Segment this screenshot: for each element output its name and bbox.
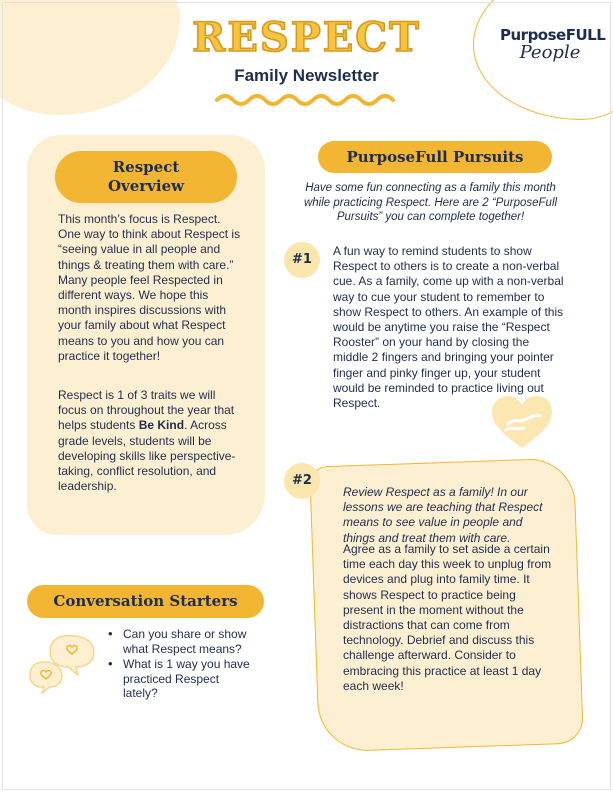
pursuits-intro: Have some fun connecting as a family this month while practicing Respect. Here are 2 “PurposeFull Pursuits” you can complete together! [303,182,558,223]
pursuit-2-text: Agree as a family to set aside a certain time each day this week to unplug from devices and plug into family time. It shows Respect to practice being present in the moment without the distractions that can come from technology. Debrief and discuss this challenge afterward. Consider to embracing this practice at least 1 day each week! [343,542,552,693]
wavy-divider-icon [215,92,399,108]
chat-bubbles-icon [28,632,100,694]
logo-line-1: PurposeFULL [500,26,606,44]
purposefull-people-logo [500,26,606,63]
logo-line-2: People [519,42,581,63]
overview-heading-line2: Overview [107,177,185,195]
pursuits-heading: PurposeFull Pursuits [318,141,552,173]
newsletter-title: RESPECT [192,14,421,61]
list-item: • What is 1 way you have practiced Respect lately? [106,657,256,701]
pursuit-number-badge-1: #1 [284,242,320,278]
overview-paragraph-2-start: Respect is 1 of 3 traits we will focus on throughout the year that helps students [58,388,235,433]
overview-heading [55,151,237,203]
be-kind-emphasis: Be Kind [138,418,185,433]
list-item: • Can you share or show what Respect means? [106,627,256,656]
pursuit-2-italic-text: Review Respect as a family! In our lessons we are teaching that Respect means to see value in people and things and treat them with care. [343,485,543,545]
overview-heading-line1: Respect [112,158,180,176]
pursuit-1-text: A fun way to remind students to show Respect to others is to create a non-verbal cue. As a family, come up with a non-verbal way to cue your student to remember to show Respect to others. An example of this would be anytime you raise the “Respect Rooster” on your hand by closing the middle 2 fingers and bringing your pointer finger and pinky finger up, your student would be reminded to practice living out Respect. [333,244,564,411]
overview-paragraph-2 [58,388,243,494]
overview-paragraph-2-end: . Across grade levels, students will be developing skills like perspective-taking, conflict resolution, and leadership. [58,418,236,494]
conversation-starters-list [106,627,256,702]
overview-paragraph-1: This month’s focus is Respect. One way to think about Respect is “seeing value in all people and things & treating them with care.” Many people feel Respected in different ways. We hope this month inspires discussions with your family about what Respect means to you and how you can practice it together! [58,212,241,363]
heart-hands-icon [488,392,556,452]
pursuit-number-badge-2: #2 [284,463,320,499]
newsletter-subtitle: Family Newsletter [234,66,379,85]
conversation-starters-heading: Conversation Starters [27,585,264,618]
